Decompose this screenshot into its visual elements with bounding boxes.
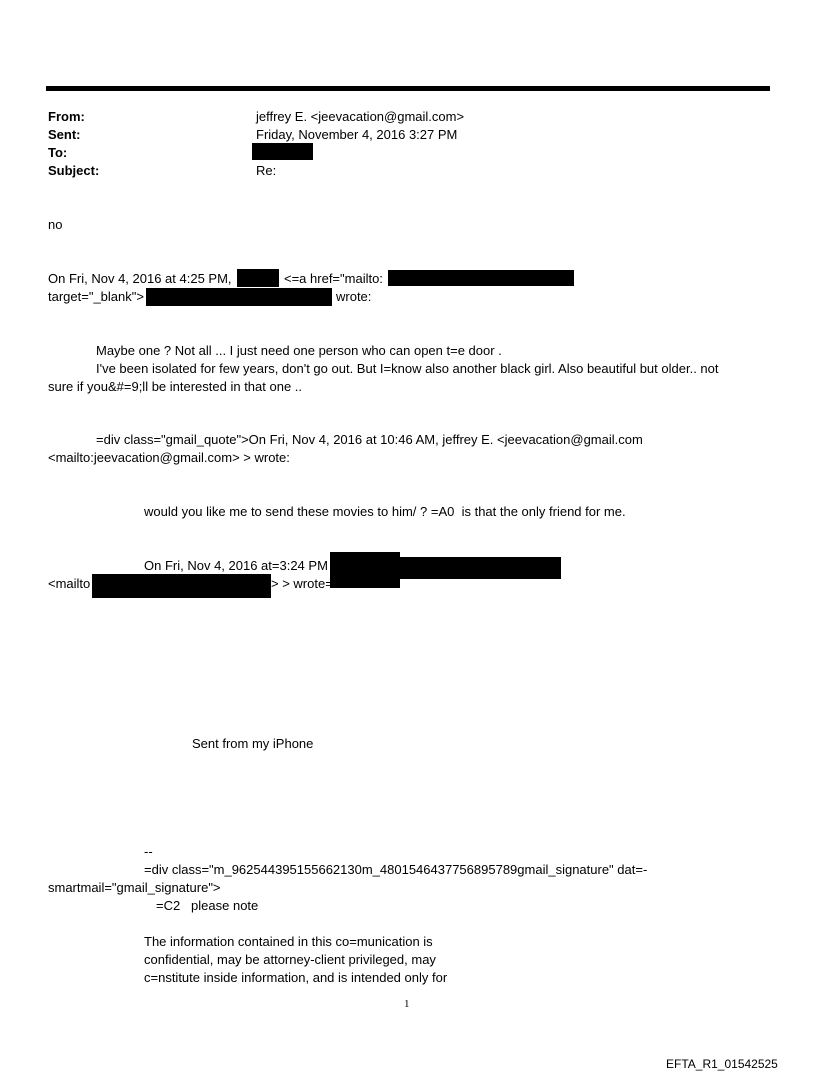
quote1-line2-start: target="_blank">	[48, 289, 144, 304]
page-number: 1	[404, 998, 410, 1010]
signature-text: Sent from my iPhone	[192, 736, 314, 751]
document-id-footer: EFTA_R1_01542525	[666, 1057, 778, 1071]
to-redaction	[252, 143, 313, 160]
quote2-line1: =div class="gmail_quote">On Fri, Nov 4, 2016 at 10:46 AM, jeffrey E. <jeevacation@gmail.com	[96, 432, 643, 447]
from-label: From:	[48, 109, 85, 124]
quote3-line2-start: <mailto	[48, 576, 91, 591]
email-redaction-2	[146, 288, 332, 306]
reply-text: no	[48, 217, 63, 232]
disclaimer-line2: confidential, may be attorney-client privileged, may	[144, 952, 436, 967]
quote3-line2-end: > > wrote=	[271, 576, 333, 591]
to-label: To:	[48, 145, 68, 160]
sig-div-line1: =div class="m_962544395155662130m_4801546437756895789gmail_signature" dat=-	[144, 862, 648, 877]
quote3-line1: On Fri, Nov 4, 2016 at=3:24 PM	[144, 558, 328, 573]
disclaimer-line3: c=nstitute inside information, and is intended only for	[144, 970, 448, 985]
sender-name-redaction	[237, 269, 279, 287]
subject-label: Subject:	[48, 163, 100, 178]
sig-div-line2: smartmail="gmail_signature">	[48, 880, 221, 895]
name-redaction-block	[330, 552, 400, 588]
para1-line3: sure if you&#=9;ll be interested in that one ..	[48, 379, 303, 394]
please-note: =C2 please note	[156, 898, 259, 913]
mailto-redaction	[92, 574, 271, 598]
subject-value: Re:	[256, 163, 277, 178]
para1-line2: I've been isolated for few years, don't go out. But I=know also another black girl. Also beautiful but older.. not	[96, 361, 719, 376]
quote1-line2-end: wrote:	[336, 289, 372, 304]
email-redaction-3	[398, 557, 561, 579]
quote1-line1-end: <=a href="mailto:	[284, 271, 383, 286]
header-divider-rule	[46, 86, 770, 91]
quote2-line2: <mailto:jeevacation@gmail.com> > wrote:	[48, 450, 290, 465]
sent-label: Sent:	[48, 127, 81, 142]
disclaimer-line1: The information contained in this co=munication is	[144, 934, 433, 949]
para1-line1: Maybe one ? Not all ... I just need one person who can open t=e door .	[96, 343, 502, 358]
sig-dash: --	[144, 844, 153, 859]
from-value: jeffrey E. <jeevacation@gmail.com>	[256, 109, 465, 124]
para2: would you like me to send these movies to him/ ? =A0 is that the only friend for me.	[144, 504, 626, 519]
quote1-line1-start: On Fri, Nov 4, 2016 at 4:25 PM,	[48, 271, 232, 286]
email-redaction	[388, 270, 574, 286]
sent-value: Friday, November 4, 2016 3:27 PM	[256, 127, 458, 142]
